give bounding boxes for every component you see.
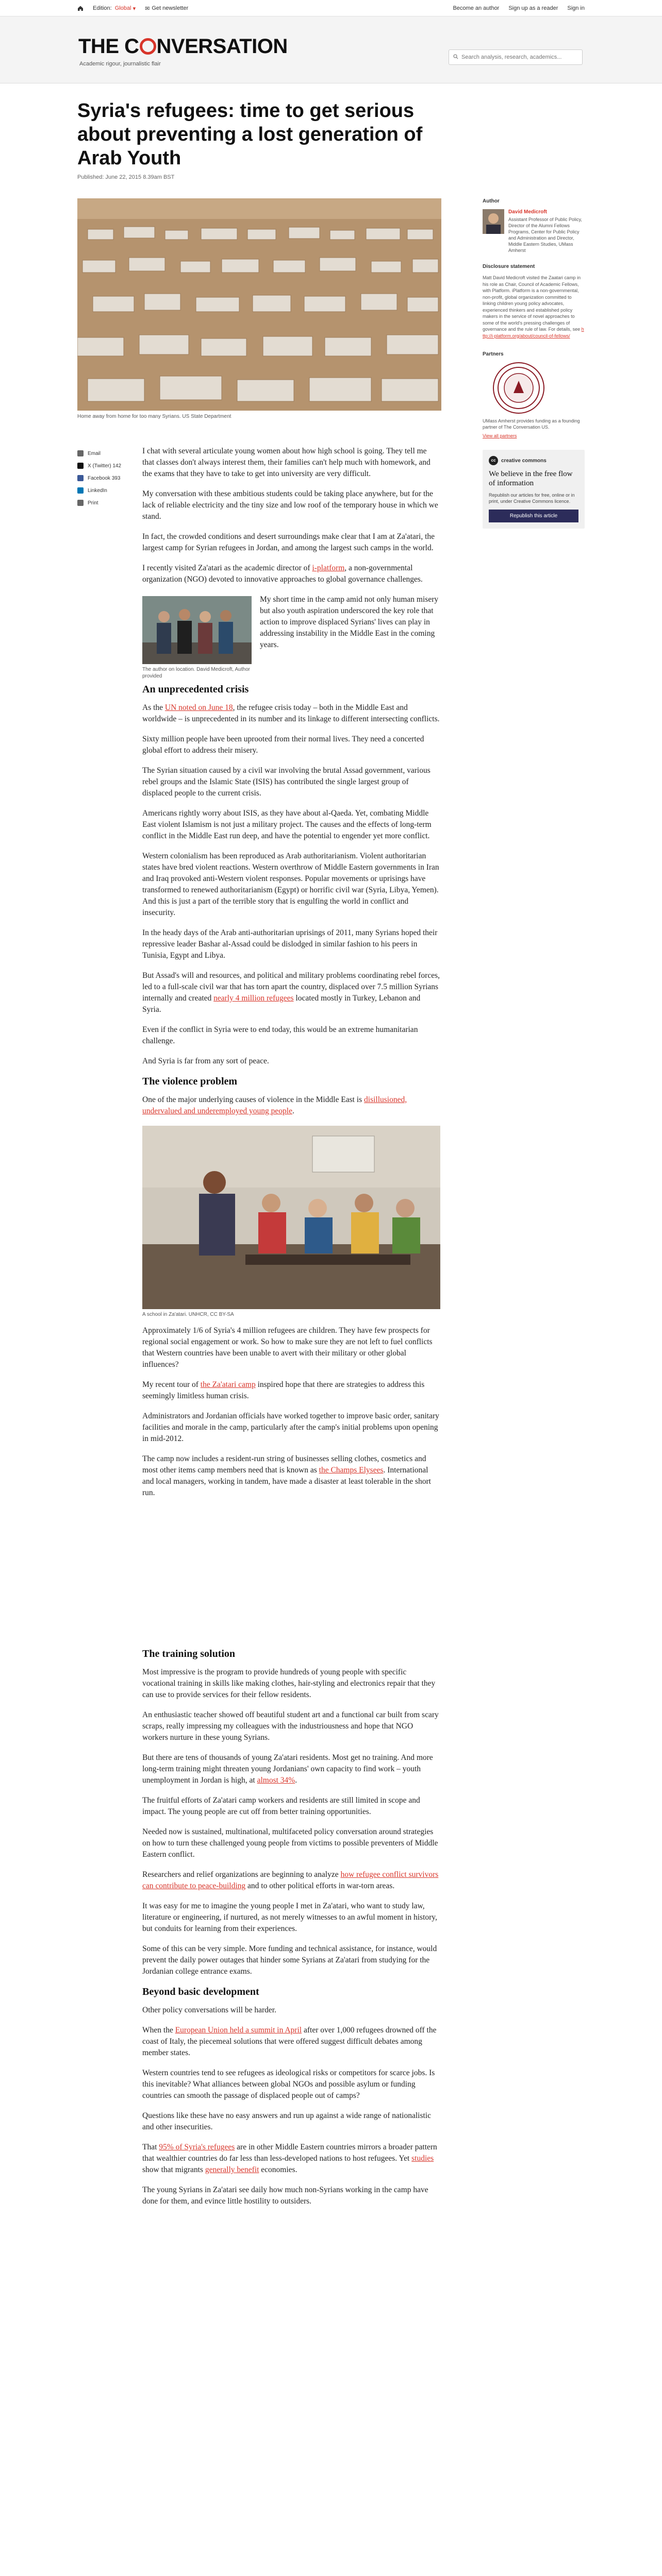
syria-refugees-link[interactable]: 95% of Syria's refugees: [159, 2143, 235, 2151]
paragraph: But Assad's will and resources, and political and military problems coordinating rebel forces, led to a full-scale civil war that has torn apart the country, displaced over 7.5 million Syrians internally and created nearly 4 million refugees located mostly in Turkey, Lebanon and Syria.: [142, 971, 440, 1014]
site-tagline: Academic rigour, journalistic flair: [79, 61, 161, 67]
get-newsletter-link[interactable]: ✉ Get newsletter: [145, 5, 189, 12]
paragraph: Western colonialism has been reproduced as Arab authoritarianism. Violent authoritarian states have bred violent reactions. Western overthrow of Middle Eastern governments in Iran and Iraq provoked anti-Western violent responses. Popular movements or uprisings have transformed to renewed authoritarianism (Egypt) or horrific civil war (Syria, Libya, Yemen). And this is just a part of the terrible story that is engulfing the world in conflict and insecurity.: [142, 852, 439, 917]
unemployment-link[interactable]: almost 34%: [257, 1776, 295, 1785]
share-item-print[interactable]: [77, 497, 139, 509]
paragraph: One of the major underlying causes of violence in the Middle East is disillusioned, undervalued and underemployed young people.: [142, 1095, 407, 1115]
site-logo[interactable]: THE C NVERSATION: [78, 35, 288, 58]
masthead: [0, 16, 662, 83]
paragraph: The camp now includes a resident-run string of businesses selling clothes, cosmetics and most other items camp members need that is known as the Champs Elysees. International and local managers, working in tandem, have made a disaster at least tolerable in the short run.: [142, 1454, 431, 1497]
champs-elysees-link[interactable]: the Champs Elysees: [319, 1466, 384, 1475]
partner-description: UMass Amherst provides funding as a founding partner of The Conversation US.: [483, 418, 580, 430]
avatar[interactable]: [483, 209, 504, 234]
paragraph: As the UN noted on June 18, the refugee crisis today – both in the Middle East and worldwide – is unprecedented in its number and its linkage to different intersecting conflicts.: [142, 703, 440, 723]
refugees-link[interactable]: nearly 4 million refugees: [213, 994, 294, 1003]
sign-up-link[interactable]: Sign up as a reader: [508, 5, 558, 11]
republish-text: Republish our articles for free, online or in print, under Creative Commons licence.: [489, 493, 575, 504]
paragraph: I recently visited Za'atari as the academic director of i-platform, a non-governmental organization (NGO) devoted to innovative approaches to global governance challenges.: [142, 564, 423, 584]
section-heading: An unprecedented crisis: [142, 684, 249, 695]
embed-placeholder: [142, 1507, 440, 1644]
share-item-facebook[interactable]: [77, 472, 139, 484]
paragraph: Western countries tend to see refugees as ideological risks or competitors for scarce jobs. Is this inevitable? What alliances between global NGOs and possible asylum or funding countries can smooth the passage of displaced people out of camps?: [142, 2069, 435, 2100]
paragraph: Some of this can be very simple. More funding and technical assistance, for instance, would prevent the daily power outages that hinder some Syrians at Za'atari from studying for the Jordanian college entrance exams.: [142, 1944, 437, 1976]
share-item-x[interactable]: [77, 460, 139, 472]
section-heading: Beyond basic development: [142, 1986, 259, 1997]
paragraph: Even if the conflict in Syria were to end today, this would be an extreme humanitarian challenge.: [142, 1025, 418, 1045]
view-all-partners-link[interactable]: View all partners: [483, 433, 517, 438]
become-author-link[interactable]: Become an author: [453, 5, 500, 11]
print-icon: [77, 500, 84, 506]
paragraph: Researchers and relief organizations are beginning to analyze how refugee conflict survivors can contribute to peace-building and to other political efforts in war-torn areas.: [142, 1870, 439, 1890]
search-box[interactable]: [449, 49, 583, 65]
paragraph: My short time in the camp amid not only human misery but also youth aspiration underscored the key role that action to improve displaced Syrians' lives can play in addressing instability in the Middle East in the coming years.: [260, 595, 439, 649]
disclosure-statement: Matt David Medicroft visited the Zaatari camp in his role as Chair, Council of Academic Fellows, with Platform. iPlatform is a non-governmental, non-profit, global organization committed to linking children young policy advocates, experienced thinkers and established policy makers in the service of novel approaches to some of the world's pressing challenges of governance and the rule of law. For details, see http://i-platform.org/about/council-of-fellows/: [483, 275, 584, 338]
search-input[interactable]: [461, 54, 582, 60]
studies-link[interactable]: studies: [411, 2154, 434, 2163]
paragraph: Approximately 1/6 of Syria's 4 million refugees are children. They have few prospects for regional social engagement or work. So how to make sure they are not left to fuel conflicts that Western countries have been unable to avert with their military or other global influences?: [142, 1326, 433, 1369]
share-label: Facebook 393: [88, 475, 121, 481]
paragraph: The fruitful efforts of Za'atari camp workers and residents are still limited in scope and impact. The young people are cut off from better training opportunities.: [142, 1796, 420, 1816]
author-role: Assistant Professor of Public Policy, Director of the Alumni Fellows Programs, Center for Public Policy and Administration and Director, Middle Eastern Studies, UMass Amherst: [508, 217, 582, 253]
search-icon: [453, 54, 458, 61]
partners-heading: Partners: [483, 351, 504, 357]
section-heading: The training solution: [142, 1648, 236, 1659]
chevron-down-icon: ▾: [133, 5, 136, 12]
benefit-link[interactable]: generally benefit: [205, 2165, 259, 2174]
hero-caption: Home away from home for too many Syrians. US State Department: [77, 414, 231, 419]
creative-commons-logo: cc creative commons: [489, 456, 578, 465]
zaatari-camp-link[interactable]: the Za'atari camp: [200, 1380, 256, 1389]
paragraph: When the European Union held a summit in April after over 1,000 refugees drowned off the coast of Italy, the piecemeal solutions that were offered suggest difficult debates among member states.: [142, 2026, 437, 2057]
edition-label: Edition:: [93, 5, 112, 11]
article-body: [142, 446, 440, 2216]
logo-o-icon: [140, 38, 156, 55]
paragraph: The young Syrians in Za'atari see daily how much non-Syrians working in the camp have done for them, and evince little hostility to outsiders.: [142, 2185, 428, 2206]
young-people-link[interactable]: disillusioned, undervalued and underemployed young people: [142, 1095, 407, 1115]
paragraph: And Syria is far from any sort of peace.: [142, 1057, 269, 1065]
sidebar: [483, 198, 585, 529]
peace-building-link[interactable]: how refugee conflict survivors can contribute to peace-building: [142, 1870, 439, 1890]
published-date: Published: June 22, 2015 8.39am BST: [77, 174, 175, 180]
share-list: [77, 447, 139, 509]
share-label: Print: [88, 500, 98, 506]
paragraph: Other policy conversations will be harder.: [142, 2006, 276, 2014]
share-label: Email: [88, 450, 101, 456]
republish-box: [483, 450, 585, 529]
share-label: X (Twitter) 142: [88, 463, 122, 469]
refugee-camp-aerial-image: [77, 198, 441, 411]
republish-heading: We believe in the free flow of information: [489, 470, 573, 487]
paragraph: Questions like these have no easy answers and run up against a wide range of nationalistic and other insecurities.: [142, 2111, 431, 2131]
paragraph: Needed now is sustained, multinational, multifaceted policy conversation around strategies on how to turn these challenged young people from victims to possible preventers of Middle Eastern conflict.: [142, 1827, 438, 1859]
home-icon[interactable]: [77, 5, 84, 11]
paragraph: I chat with several articulate young women about how high school is going. They tell me that classes don't always interest them, their families can't help much with homework, and the exams that they have to take to get into university are very difficult.: [142, 447, 431, 478]
paragraph: Americans rightly worry about ISIS, as they have about al-Qaeda. Yet, combating Middle East violent Islamism is not just a military project. The causes and the effects of long-term conflict in the Middle East run deep, and have the potential to engender yet more conflict.: [142, 809, 432, 840]
author-name[interactable]: David Medicroft: [508, 209, 548, 215]
paragraph: But there are tens of thousands of young Za'atari residents. Most get no training. And more long-term training might threaten young Jordanians' own capacity to find work – youth unemployment in Jordan is high, at almost 34%.: [142, 1753, 433, 1785]
paragraph: My recent tour of the Za'atari camp inspired hope that there are strategies to address this seemingly limitless human crisis.: [142, 1380, 425, 1400]
edition-selector[interactable]: Global ▾: [114, 5, 136, 12]
eu-summit-link[interactable]: European Union held a summit in April: [175, 2026, 302, 2035]
paragraph: It was easy for me to imagine the young people I met in Za'atari, who want to study law, literature or engineering, if nurtured, as not merely witnesses to an awful moment in history, but conduits for learning from their experiences.: [142, 1902, 437, 1933]
i-platform-link[interactable]: i-platform: [312, 564, 345, 572]
x-icon: [77, 463, 84, 469]
mail-icon: ✉: [145, 5, 150, 12]
author-group-photo: [142, 596, 252, 664]
section-heading: The violence problem: [142, 1076, 238, 1087]
facebook-icon: [77, 475, 84, 481]
email-icon: [77, 450, 84, 456]
school-classroom-photo: [142, 1126, 440, 1309]
paragraph: In the heady days of the Arab anti-authoritarian uprisings of 2011, many Syrians hoped their repressive leader Bashar al-Assad could be dislodged in similar fashion to his peers in Tunisia, Egypt and Libya.: [142, 928, 438, 960]
cc-icon: cc: [489, 456, 498, 465]
top-bar: [0, 0, 662, 16]
share-label: LinkedIn: [88, 487, 107, 494]
umass-seal-logo[interactable]: [493, 362, 544, 414]
i-platform-fellows-link[interactable]: http://i-platform.org/about/council-of-fellows/: [483, 327, 584, 338]
figure-caption: The author on location. David Medicroft, Author provided: [142, 667, 251, 679]
paragraph: An enthusiastic teacher showed off beautiful student art and a functional car built from scary scraps, really impressing my colleagues with the industriousness and hope that NGO workers nurture in these young Syrians.: [142, 1710, 439, 1742]
figure-caption: A school in Za'atari. UNHCR, CC BY-SA: [142, 1312, 234, 1317]
paragraph: The Syrian situation caused by a civil war involving the brutal Assad government, various rebel groups and the Islamic State (ISIS) has contributed the single largest group of displaced people to the current crisis.: [142, 766, 431, 798]
paragraph: Most impressive is the program to provide hundreds of young people with specific vocational training in skills like making clothes, hair-styling and electronics repair that they can use to provide services for their fellow residents.: [142, 1668, 436, 1699]
author-heading: Author: [483, 198, 500, 204]
hero-image: [77, 198, 441, 411]
un-link[interactable]: UN noted on June 18: [164, 703, 233, 712]
paragraph: That 95% of Syria's refugees are in other Middle Eastern countries mirrors a broader pattern that wealthier countries do far less than less-developed nations to host refugees. Yet studies show that migrants generally benefit economies.: [142, 2143, 437, 2174]
paragraph: In fact, the crowded conditions and desert surroundings make clear that I am at Za'atari, the largest camp for Syrian refugees in Jordan, and among the largest such camps in the world.: [142, 532, 435, 552]
paragraph: Administrators and Jordanian officials have worked together to improve basic order, sanitary facilities and morale in the camp, particularly after the camp's initial problems upon opening in mid-2012.: [142, 1412, 439, 1443]
paragraph: Sixty million people have been uprooted from their normal lives. They need a concerted global effort to address their misery.: [142, 735, 424, 755]
linkedin-icon: [77, 487, 84, 494]
author-card[interactable]: [483, 209, 585, 253]
paragraph: My conversation with these ambitious students could be taking place anywhere, but for the lack of reliable electricity and the tiny size and low roof of the temporary house in which we stand.: [142, 489, 438, 521]
disclosure-heading: Disclosure statement: [483, 264, 535, 269]
republish-button[interactable]: Republish this article: [489, 510, 578, 522]
sign-in-link[interactable]: Sign in: [567, 5, 585, 11]
share-item-email[interactable]: [77, 447, 139, 460]
share-item-linkedin[interactable]: [77, 484, 139, 497]
article-title: Syria's refugees: time to get serious about preventing a lost generation of Arab Youth: [77, 100, 423, 169]
school-photo-figure: [142, 1126, 440, 1318]
author-photo-figure: [142, 596, 252, 680]
